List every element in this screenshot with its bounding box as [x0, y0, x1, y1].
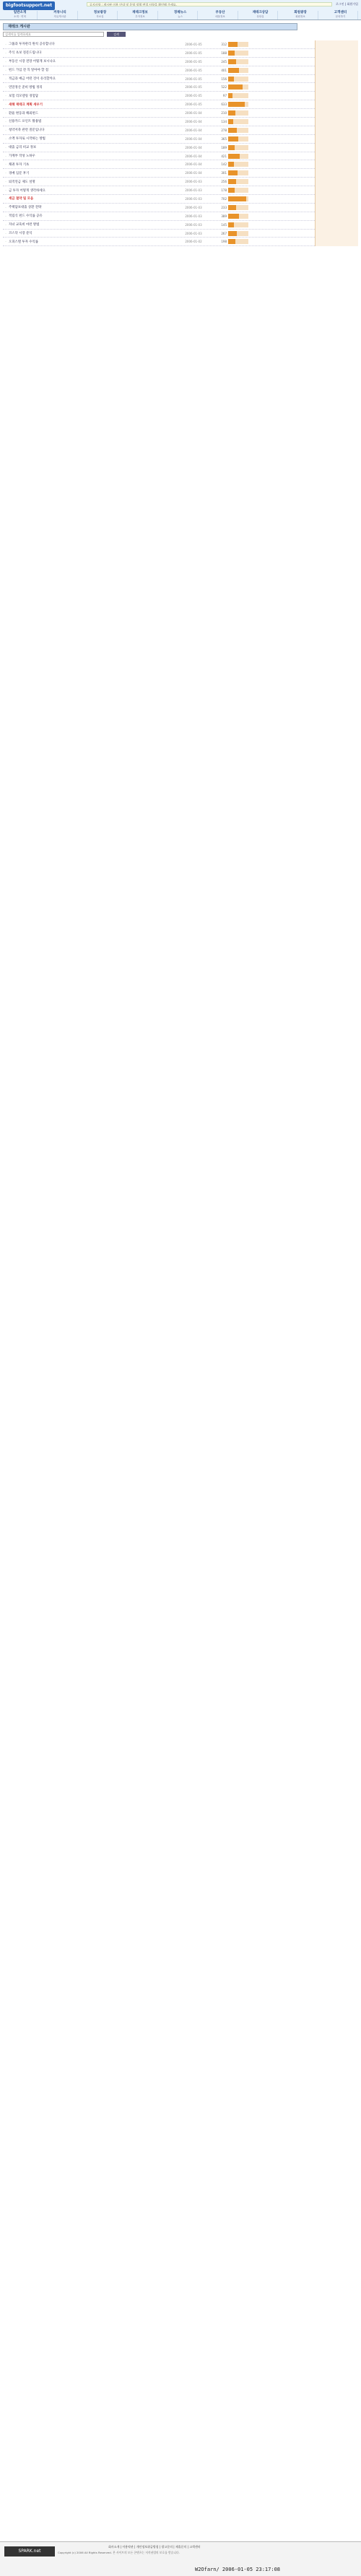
- bullet-icon: ·: [5, 136, 6, 141]
- row-edge: [315, 126, 358, 134]
- post-row[interactable]: [3, 152, 358, 161]
- row-edge: [315, 160, 358, 169]
- row-edge: [315, 152, 358, 160]
- popularity-bar: [228, 84, 248, 90]
- post-date: 2006-01-05: [185, 42, 202, 46]
- board-title: 재테크 게시판: [3, 23, 297, 30]
- post-row[interactable]: [3, 195, 358, 204]
- popularity-bar-fill: [228, 170, 238, 175]
- nav-item-label: 정보광장: [93, 11, 107, 14]
- popularity-bar-fill: [228, 231, 237, 236]
- popularity-bar: [228, 214, 248, 219]
- popularity-bar: [228, 110, 248, 116]
- post-title[interactable]: 연말정산 준비 방법 정리: [9, 85, 43, 90]
- post-views: 189: [221, 145, 227, 149]
- row-edge: [315, 143, 358, 152]
- nav-item[interactable]: [204, 11, 238, 19]
- post-row[interactable]: [3, 75, 358, 84]
- post-views: 97: [222, 94, 227, 98]
- post-views: 178: [221, 188, 227, 193]
- post-title[interactable]: 신용카드 포인트 활용법: [9, 120, 42, 124]
- top-notice[interactable]: 공지사항 : 게시판 이용 안내 및 운영 정책 변경 사항을 확인해 주세요.: [87, 2, 332, 6]
- post-date: 2006-01-04: [185, 171, 202, 175]
- popularity-bar-fill: [228, 162, 234, 167]
- capture-stamp: W2Ofarn/ 2006-01-05 23:17:08: [195, 2567, 281, 2572]
- post-title[interactable]: 보험 리모델링 경험담: [9, 94, 38, 98]
- nav-item-sub: 자유게시판: [53, 15, 66, 18]
- post-title[interactable]: 대출 금리 비교 정보: [9, 146, 37, 150]
- post-date: 2006-01-05: [185, 51, 202, 55]
- bullet-icon: ·: [5, 77, 6, 81]
- post-views: 301: [221, 171, 227, 175]
- popularity-bar-fill: [228, 59, 236, 64]
- post-views: 421: [221, 154, 227, 158]
- nav-item[interactable]: [243, 11, 278, 19]
- nav-item-label: 일반소개: [13, 11, 27, 14]
- post-row[interactable]: [3, 135, 358, 144]
- bullet-icon: ·: [5, 205, 6, 209]
- post-views: 142: [221, 162, 227, 167]
- bullet-icon: ·: [5, 85, 6, 90]
- post-row[interactable]: [3, 58, 358, 66]
- post-date: 2006-01-05: [185, 59, 202, 64]
- post-date: 2006-01-04: [185, 111, 202, 116]
- post-date: 2006-01-04: [185, 119, 202, 123]
- main-nav: [0, 11, 361, 19]
- post-views: 188: [221, 51, 227, 55]
- popularity-bar: [228, 154, 248, 159]
- post-row[interactable]: [3, 118, 358, 126]
- row-edge: [315, 203, 358, 212]
- bullet-icon: ·: [5, 68, 6, 72]
- post-views: 210: [221, 111, 227, 116]
- post-date: 2006-01-05: [185, 68, 202, 72]
- bullet-icon: ·: [5, 231, 6, 235]
- bullet-icon: ·: [5, 59, 6, 64]
- nav-item-label: 재테크정보: [132, 11, 148, 14]
- row-edge: [315, 238, 358, 246]
- post-title[interactable]: 펀드 가입 전 꼭 알아야 할 점: [9, 69, 49, 73]
- post-date: 2006-01-03: [185, 222, 202, 227]
- nav-item[interactable]: [43, 11, 78, 19]
- popularity-bar-fill: [228, 179, 236, 184]
- post-views: 233: [221, 205, 227, 209]
- popularity-bar-fill: [228, 51, 235, 56]
- bullet-icon: ·: [5, 222, 6, 227]
- popularity-bar-fill: [228, 205, 236, 210]
- post-views: 522: [221, 85, 227, 90]
- post-row[interactable]: [3, 109, 358, 118]
- nav-item-sub: 투자정보: [135, 15, 145, 18]
- nav-item-label: 부동산: [215, 11, 225, 14]
- post-title[interactable]: 채권 투자 기초: [9, 162, 30, 167]
- post-title[interactable]: 퇴직연금 제도 설명: [9, 180, 35, 184]
- post-row[interactable]: [3, 160, 358, 169]
- nav-item-label: 회원광장: [294, 11, 307, 14]
- bullet-icon: ·: [5, 51, 6, 55]
- popularity-bar: [228, 145, 248, 150]
- row-edge: [315, 212, 358, 220]
- bullet-icon: ·: [5, 214, 6, 218]
- row-edge: [315, 48, 358, 57]
- popularity-bar: [228, 51, 248, 56]
- post-title[interactable]: 주택담보대출 상환 전략: [9, 206, 42, 210]
- footer-links[interactable]: 회사소개 | 이용약관 | 개인정보취급방침 | 광고문의 | 제휴문의 | 고객센터: [108, 2545, 201, 2549]
- post-title[interactable]: 금 투자 어떻게 생각하세요: [9, 188, 45, 193]
- post-views: 267: [221, 231, 227, 235]
- popularity-bar: [228, 205, 248, 210]
- post-date: 2006-01-03: [185, 180, 202, 184]
- post-views: 401: [221, 68, 227, 72]
- post-row[interactable]: [3, 49, 358, 58]
- post-title[interactable]: 적금과 예금 어떤 것이 유리할까요: [9, 77, 56, 81]
- popularity-bar-fill: [228, 188, 235, 193]
- nav-item[interactable]: [83, 11, 118, 19]
- site-header: [0, 0, 361, 20]
- post-row[interactable]: [3, 40, 358, 49]
- bullet-icon: ·: [5, 240, 6, 244]
- popularity-bar-fill: [228, 102, 245, 107]
- bullet-icon: ·: [5, 94, 6, 98]
- popularity-bar-fill: [228, 214, 239, 219]
- bullet-icon: ·: [5, 171, 6, 175]
- row-edge: [315, 57, 358, 66]
- popularity-bar-fill: [228, 222, 234, 227]
- post-row[interactable]: [3, 126, 358, 135]
- post-title[interactable]: 새해 재테크 계획 세우기: [9, 103, 43, 107]
- nav-item-sub: 자료실: [96, 15, 104, 18]
- post-title[interactable]: 세금 절약 팁 모음: [9, 197, 34, 201]
- post-date: 2006-01-02: [185, 240, 202, 244]
- bullet-icon: ·: [5, 196, 6, 201]
- footer-logo: SPARK.net: [4, 2546, 55, 2557]
- post-row[interactable]: [3, 204, 358, 212]
- popularity-bar: [228, 136, 248, 142]
- post-row[interactable]: [3, 230, 358, 238]
- post-date: 2006-01-03: [185, 231, 202, 235]
- post-title[interactable]: 오피스텔 투자 수익률: [9, 240, 38, 244]
- popularity-bar-fill: [228, 154, 240, 159]
- bullet-icon: ·: [5, 42, 6, 46]
- post-views: 156: [221, 77, 227, 81]
- post-list: [3, 40, 358, 246]
- post-row[interactable]: [3, 186, 358, 195]
- row-edge: [315, 83, 358, 92]
- row-edge: [315, 195, 358, 204]
- popularity-bar-fill: [228, 77, 234, 82]
- bullet-icon: ·: [5, 111, 6, 116]
- post-date: 2006-01-03: [185, 205, 202, 209]
- bullet-icon: ·: [5, 180, 6, 184]
- post-row[interactable]: [3, 212, 358, 221]
- post-date: 2006-01-04: [185, 145, 202, 149]
- popularity-bar: [228, 59, 248, 64]
- post-date: 2006-01-05: [185, 85, 202, 90]
- post-views: 365: [221, 136, 227, 141]
- popularity-bar-fill: [228, 84, 243, 90]
- popularity-bar: [228, 179, 248, 184]
- post-title[interactable]: 코스닥 시장 분석: [9, 232, 32, 236]
- popularity-bar-fill: [228, 145, 235, 150]
- post-row[interactable]: [3, 92, 358, 100]
- search-button[interactable]: 검색: [107, 32, 126, 37]
- nav-item-label: 고객센터: [334, 11, 347, 14]
- row-edge: [315, 220, 358, 229]
- nav-item-label: 커뮤니티: [53, 11, 66, 14]
- popularity-bar: [228, 196, 248, 201]
- row-edge: [315, 169, 358, 178]
- post-views: 389: [221, 214, 227, 218]
- bullet-icon: ·: [5, 128, 6, 132]
- popularity-bar: [228, 93, 248, 98]
- post-views: 256: [221, 180, 227, 184]
- popularity-bar: [228, 77, 248, 82]
- popularity-bar: [228, 42, 248, 47]
- post-date: 2006-01-04: [185, 154, 202, 158]
- popularity-bar-fill: [228, 68, 239, 73]
- popularity-bar: [228, 188, 248, 193]
- post-date: 2006-01-04: [185, 128, 202, 132]
- nav-item-sub: 뉴스: [178, 15, 183, 18]
- post-views: 633: [221, 103, 227, 107]
- bullet-icon: ·: [5, 154, 6, 158]
- popularity-bar-fill: [228, 42, 238, 47]
- post-row[interactable]: [3, 100, 358, 109]
- post-row[interactable]: [3, 238, 358, 246]
- row-edge: [315, 74, 358, 83]
- search-row: [3, 32, 162, 38]
- row-edge: [315, 66, 358, 74]
- nav-item[interactable]: [3, 11, 38, 19]
- popularity-bar: [228, 162, 248, 167]
- board-area: [3, 23, 297, 30]
- post-title[interactable]: 자녀 교육비 마련 방법: [9, 223, 40, 227]
- popularity-bar: [228, 222, 248, 227]
- row-edge: [315, 134, 358, 143]
- row-edge: [315, 100, 358, 109]
- popularity-bar-fill: [228, 136, 238, 142]
- post-date: 2006-01-04: [185, 162, 202, 167]
- footer-copyright: Copyright (c) 2006 All Rights Reserved. 본 사이트의 모든 콘텐츠는 저작권법의 보호를 받습니다.: [58, 2551, 180, 2554]
- post-row[interactable]: [3, 178, 358, 186]
- post-views: 702: [221, 196, 227, 201]
- post-date: 2006-01-05: [185, 94, 202, 98]
- post-title[interactable]: 환율 변동과 해외펀드: [9, 111, 38, 116]
- popularity-bar-fill: [228, 110, 235, 116]
- post-row[interactable]: [3, 66, 358, 75]
- nav-item-sub: 상담실: [256, 15, 264, 18]
- post-row[interactable]: [3, 169, 358, 178]
- popularity-bar-fill: [228, 93, 232, 98]
- popularity-bar-fill: [228, 119, 233, 124]
- post-date: 2006-01-05: [185, 103, 202, 107]
- row-edge: [315, 109, 358, 118]
- popularity-bar-fill: [228, 128, 237, 133]
- bullet-icon: ·: [5, 162, 6, 167]
- post-title[interactable]: 적립식 펀드 수익률 공유: [9, 214, 43, 219]
- post-date: 2006-01-04: [185, 136, 202, 141]
- nav-item-sub: 회원정보: [295, 15, 305, 18]
- search-input[interactable]: [3, 32, 104, 37]
- post-title[interactable]: 경매 입문 후기: [9, 171, 30, 175]
- post-title[interactable]: 부동산 시장 전망 어떻게 보시나요: [9, 60, 56, 64]
- nav-item[interactable]: [323, 11, 358, 19]
- popularity-bar: [228, 170, 248, 175]
- post-row[interactable]: [3, 144, 358, 152]
- post-views: 278: [221, 128, 227, 132]
- popularity-bar-fill: [228, 196, 246, 201]
- popularity-bar: [228, 239, 248, 244]
- post-title[interactable]: 가계부 작성 노하우: [9, 155, 35, 159]
- row-edge: [315, 178, 358, 186]
- bullet-icon: ·: [5, 119, 6, 123]
- row-edge: [315, 40, 358, 49]
- post-title[interactable]: 청약저축 관련 질문입니다: [9, 129, 45, 133]
- nav-item-label: 재테크상담: [252, 11, 269, 14]
- post-views: 245: [221, 59, 227, 64]
- popularity-bar: [228, 102, 248, 107]
- post-row[interactable]: [3, 83, 358, 92]
- post-views: 145: [221, 222, 227, 227]
- post-title[interactable]: 주식 초보 질문드립니다: [9, 51, 42, 56]
- site-logo[interactable]: bigfootsupport.net: [3, 1, 55, 10]
- popularity-bar-fill: [228, 239, 235, 244]
- post-views: 312: [221, 42, 227, 46]
- post-date: 2006-01-03: [185, 196, 202, 201]
- row-edge: [315, 229, 358, 238]
- footer: [0, 2541, 361, 2576]
- row-edge: [315, 186, 358, 195]
- post-title[interactable]: 그룹과 투자관리 원칙 공유합니다: [9, 43, 55, 47]
- row-edge: [315, 92, 358, 100]
- nav-item[interactable]: [284, 11, 318, 19]
- post-date: 2006-01-03: [185, 188, 202, 193]
- post-views: 134: [221, 119, 227, 123]
- post-date: 2006-01-03: [185, 214, 202, 218]
- nav-item-sub: 매물정보: [215, 15, 225, 18]
- bullet-icon: ·: [5, 145, 6, 149]
- nav-item-sub: 소개 · 연혁: [14, 15, 26, 18]
- post-row[interactable]: [3, 221, 358, 230]
- nav-item-sub: 문의하기: [335, 15, 346, 18]
- popularity-bar: [228, 68, 248, 73]
- popularity-bar: [228, 231, 248, 236]
- popularity-bar: [228, 128, 248, 133]
- post-title[interactable]: 소액 투자로 시작하는 방법: [9, 137, 45, 142]
- popularity-bar: [228, 119, 248, 124]
- bullet-icon: ·: [5, 103, 6, 107]
- post-views: 198: [221, 240, 227, 244]
- nav-item[interactable]: [123, 11, 158, 19]
- post-date: 2006-01-05: [185, 77, 202, 81]
- bullet-icon: ·: [5, 188, 6, 193]
- top-links[interactable]: 로그인 | 회원가입: [336, 2, 358, 6]
- nav-item[interactable]: [163, 11, 198, 19]
- row-edge: [315, 118, 358, 126]
- nav-item-label: 경제뉴스: [173, 11, 187, 14]
